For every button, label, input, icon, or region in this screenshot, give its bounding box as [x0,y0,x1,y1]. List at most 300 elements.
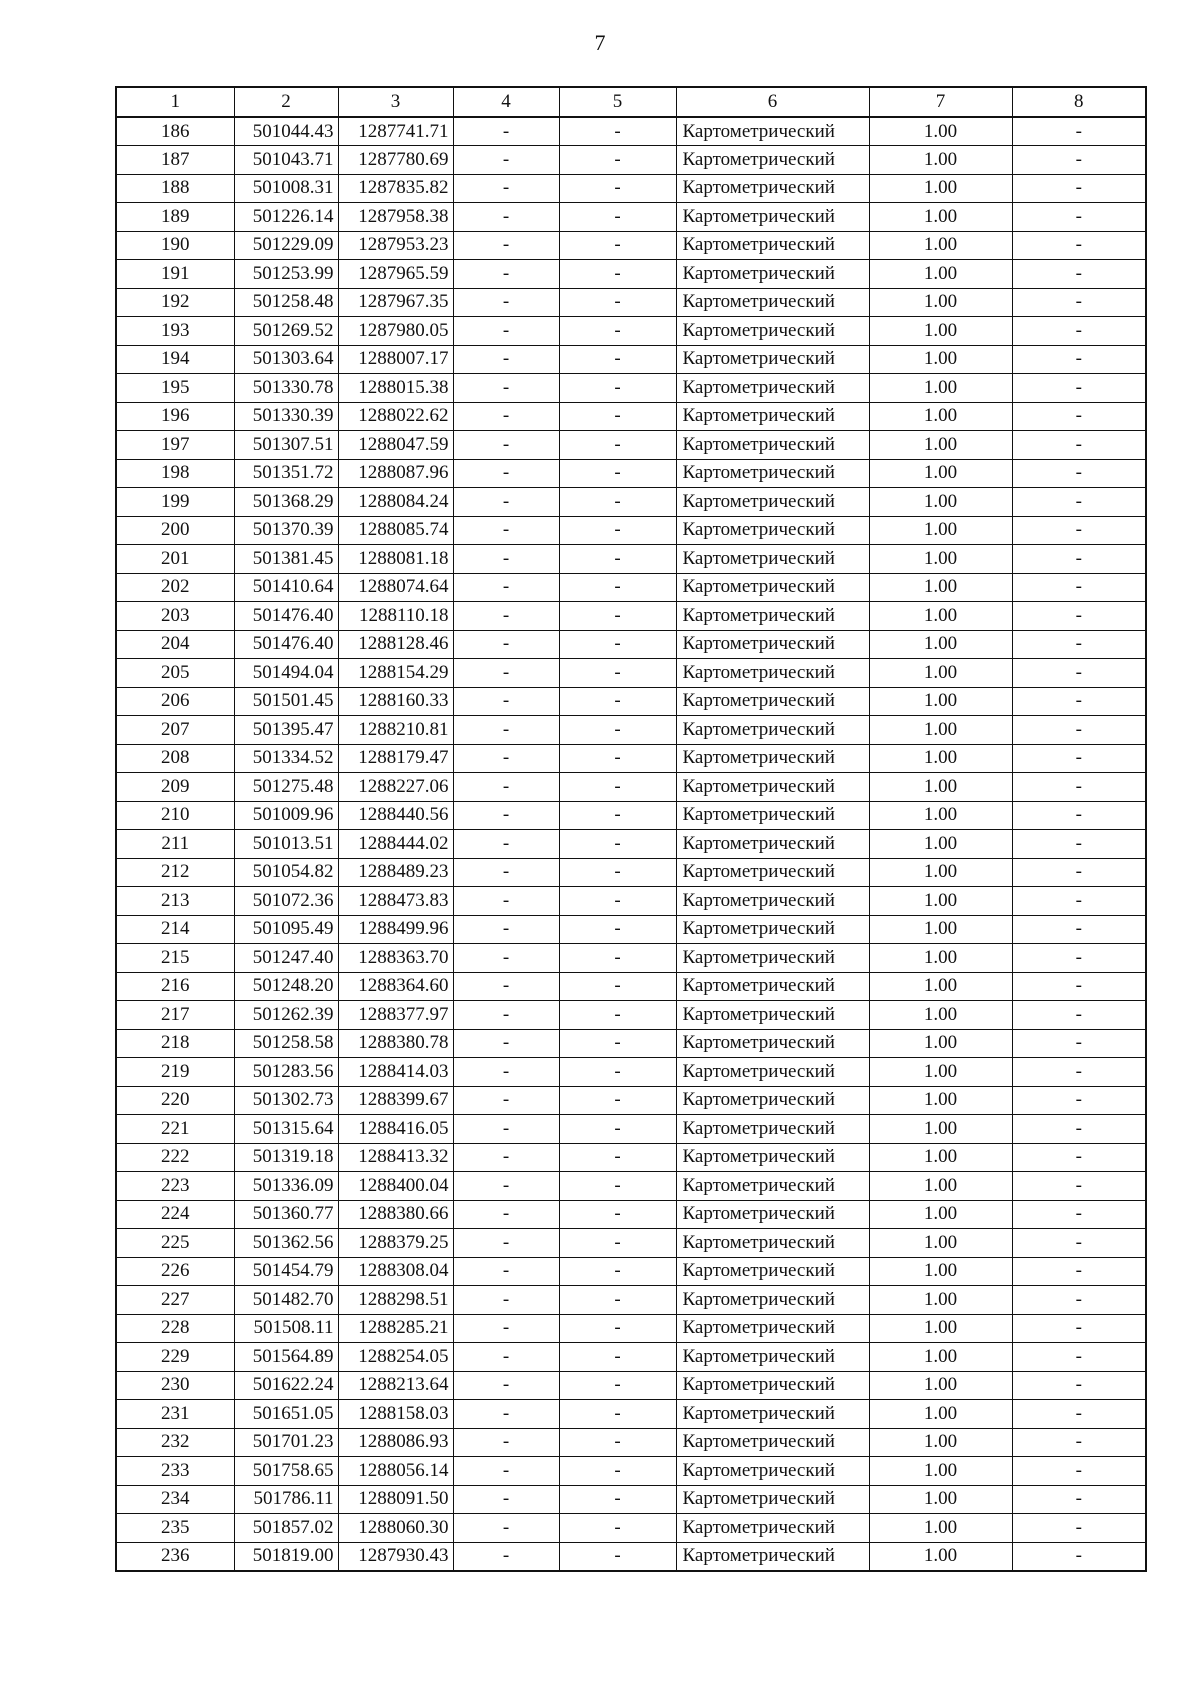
column-4-cell: - [453,260,559,289]
column-8-cell: - [1012,345,1146,374]
point-number-cell: 234 [116,1485,234,1514]
column-8-cell: - [1012,1143,1146,1172]
column-8-cell: - [1012,602,1146,631]
table-row [116,573,1146,602]
header-row [116,87,1146,117]
x-coordinate-cell: 501395.47 [234,716,338,745]
accuracy-cell: 1.00 [869,630,1012,659]
y-coordinate-cell: 1287980.05 [338,317,453,346]
method-cell: Картометрический [676,1029,869,1058]
column-4-cell: - [453,516,559,545]
column-8-cell: - [1012,1200,1146,1229]
x-coordinate-cell: 501319.18 [234,1143,338,1172]
y-coordinate-cell: 1288400.04 [338,1172,453,1201]
column-5-cell: - [559,374,676,403]
column-8-cell: - [1012,1371,1146,1400]
accuracy-cell: 1.00 [869,203,1012,232]
point-number-cell: 231 [116,1400,234,1429]
accuracy-cell: 1.00 [869,1172,1012,1201]
accuracy-cell: 1.00 [869,1029,1012,1058]
column-4-cell: - [453,459,559,488]
y-coordinate-cell: 1288285.21 [338,1314,453,1343]
column-4-cell: - [453,1229,559,1258]
coordinates-table [115,86,1147,1572]
column-4-cell: - [453,174,559,203]
table-body [116,117,1146,1571]
accuracy-cell: 1.00 [869,602,1012,631]
accuracy-cell: 1.00 [869,459,1012,488]
y-coordinate-cell: 1288086.93 [338,1428,453,1457]
point-number-cell: 221 [116,1115,234,1144]
x-coordinate-cell: 501248.20 [234,972,338,1001]
x-coordinate-cell: 501508.11 [234,1314,338,1343]
x-coordinate-cell: 501454.79 [234,1257,338,1286]
y-coordinate-cell: 1288110.18 [338,602,453,631]
column-header: 7 [869,87,1012,117]
column-8-cell: - [1012,117,1146,146]
table-row [116,659,1146,688]
accuracy-cell: 1.00 [869,972,1012,1001]
column-8-cell: - [1012,1115,1146,1144]
x-coordinate-cell: 501494.04 [234,659,338,688]
method-cell: Картометрический [676,944,869,973]
accuracy-cell: 1.00 [869,231,1012,260]
table-row [116,773,1146,802]
table-row [116,374,1146,403]
point-number-cell: 229 [116,1343,234,1372]
column-8-cell: - [1012,1457,1146,1486]
x-coordinate-cell: 501857.02 [234,1514,338,1543]
method-cell: Картометрический [676,1143,869,1172]
y-coordinate-cell: 1288084.24 [338,488,453,517]
accuracy-cell: 1.00 [869,830,1012,859]
method-cell: Картометрический [676,459,869,488]
accuracy-cell: 1.00 [869,1200,1012,1229]
x-coordinate-cell: 501362.56 [234,1229,338,1258]
y-coordinate-cell: 1288047.59 [338,431,453,460]
point-number-cell: 192 [116,288,234,317]
method-cell: Картометрический [676,1257,869,1286]
column-5-cell: - [559,573,676,602]
method-cell: Картометрический [676,602,869,631]
table-row [116,516,1146,545]
x-coordinate-cell: 501043.71 [234,146,338,175]
point-number-cell: 217 [116,1001,234,1030]
x-coordinate-cell: 501651.05 [234,1400,338,1429]
column-4-cell: - [453,1115,559,1144]
y-coordinate-cell: 1288091.50 [338,1485,453,1514]
column-5-cell: - [559,972,676,1001]
column-header: 1 [116,87,234,117]
x-coordinate-cell: 501758.65 [234,1457,338,1486]
y-coordinate-cell: 1288087.96 [338,459,453,488]
accuracy-cell: 1.00 [869,1257,1012,1286]
point-number-cell: 213 [116,887,234,916]
point-number-cell: 216 [116,972,234,1001]
method-cell: Картометрический [676,1371,869,1400]
x-coordinate-cell: 501303.64 [234,345,338,374]
column-4-cell: - [453,972,559,1001]
method-cell: Картометрический [676,1058,869,1087]
column-5-cell: - [559,117,676,146]
x-coordinate-cell: 501786.11 [234,1485,338,1514]
point-number-cell: 206 [116,687,234,716]
x-coordinate-cell: 501253.99 [234,260,338,289]
point-number-cell: 230 [116,1371,234,1400]
table-row [116,687,1146,716]
column-8-cell: - [1012,488,1146,517]
table-row [116,1286,1146,1315]
y-coordinate-cell: 1287958.38 [338,203,453,232]
x-coordinate-cell: 501229.09 [234,231,338,260]
accuracy-cell: 1.00 [869,801,1012,830]
column-4-cell: - [453,687,559,716]
x-coordinate-cell: 501258.58 [234,1029,338,1058]
table-row [116,1514,1146,1543]
x-coordinate-cell: 501307.51 [234,431,338,460]
column-4-cell: - [453,203,559,232]
y-coordinate-cell: 1288060.30 [338,1514,453,1543]
column-8-cell: - [1012,317,1146,346]
column-5-cell: - [559,1343,676,1372]
accuracy-cell: 1.00 [869,1058,1012,1087]
table-row [116,203,1146,232]
table-row [116,602,1146,631]
method-cell: Картометрический [676,887,869,916]
column-8-cell: - [1012,687,1146,716]
column-5-cell: - [559,915,676,944]
y-coordinate-cell: 1288298.51 [338,1286,453,1315]
column-4-cell: - [453,1314,559,1343]
method-cell: Картометрический [676,402,869,431]
method-cell: Картометрический [676,1286,869,1315]
point-number-cell: 188 [116,174,234,203]
method-cell: Картометрический [676,1400,869,1429]
method-cell: Картометрический [676,260,869,289]
point-number-cell: 220 [116,1086,234,1115]
y-coordinate-cell: 1287835.82 [338,174,453,203]
column-5-cell: - [559,659,676,688]
accuracy-cell: 1.00 [869,573,1012,602]
method-cell: Картометрический [676,203,869,232]
x-coordinate-cell: 501247.40 [234,944,338,973]
accuracy-cell: 1.00 [869,374,1012,403]
method-cell: Картометрический [676,431,869,460]
column-5-cell: - [559,1314,676,1343]
table-row [116,801,1146,830]
method-cell: Картометрический [676,830,869,859]
column-8-cell: - [1012,1286,1146,1315]
column-8-cell: - [1012,1428,1146,1457]
method-cell: Картометрический [676,630,869,659]
x-coordinate-cell: 501054.82 [234,858,338,887]
column-header: 4 [453,87,559,117]
point-number-cell: 200 [116,516,234,545]
y-coordinate-cell: 1288440.56 [338,801,453,830]
x-coordinate-cell: 501334.52 [234,744,338,773]
method-cell: Картометрический [676,1115,869,1144]
y-coordinate-cell: 1288254.05 [338,1343,453,1372]
accuracy-cell: 1.00 [869,915,1012,944]
column-5-cell: - [559,516,676,545]
y-coordinate-cell: 1287741.71 [338,117,453,146]
accuracy-cell: 1.00 [869,1001,1012,1030]
point-number-cell: 227 [116,1286,234,1315]
point-number-cell: 193 [116,317,234,346]
table-row [116,1457,1146,1486]
column-4-cell: - [453,716,559,745]
table-row [116,887,1146,916]
column-5-cell: - [559,231,676,260]
column-5-cell: - [559,402,676,431]
y-coordinate-cell: 1288022.62 [338,402,453,431]
accuracy-cell: 1.00 [869,1428,1012,1457]
column-5-cell: - [559,858,676,887]
method-cell: Картометрический [676,146,869,175]
point-number-cell: 226 [116,1257,234,1286]
table-row [116,1200,1146,1229]
column-4-cell: - [453,1343,559,1372]
column-8-cell: - [1012,545,1146,574]
x-coordinate-cell: 501262.39 [234,1001,338,1030]
point-number-cell: 203 [116,602,234,631]
accuracy-cell: 1.00 [869,773,1012,802]
column-4-cell: - [453,146,559,175]
point-number-cell: 215 [116,944,234,973]
method-cell: Картометрический [676,716,869,745]
table-row [116,431,1146,460]
column-8-cell: - [1012,915,1146,944]
point-number-cell: 191 [116,260,234,289]
column-4-cell: - [453,744,559,773]
table-row [116,1428,1146,1457]
accuracy-cell: 1.00 [869,1457,1012,1486]
column-8-cell: - [1012,431,1146,460]
column-4-cell: - [453,431,559,460]
column-5-cell: - [559,887,676,916]
column-4-cell: - [453,1371,559,1400]
method-cell: Картометрический [676,1428,869,1457]
column-8-cell: - [1012,716,1146,745]
column-4-cell: - [453,374,559,403]
point-number-cell: 232 [116,1428,234,1457]
column-8-cell: - [1012,1001,1146,1030]
column-8-cell: - [1012,174,1146,203]
accuracy-cell: 1.00 [869,288,1012,317]
column-5-cell: - [559,431,676,460]
column-4-cell: - [453,1001,559,1030]
column-5-cell: - [559,1143,676,1172]
point-number-cell: 224 [116,1200,234,1229]
column-8-cell: - [1012,1172,1146,1201]
method-cell: Картометрический [676,1457,869,1486]
column-8-cell: - [1012,944,1146,973]
column-8-cell: - [1012,801,1146,830]
column-5-cell: - [559,1001,676,1030]
accuracy-cell: 1.00 [869,402,1012,431]
method-cell: Картометрический [676,545,869,574]
accuracy-cell: 1.00 [869,516,1012,545]
column-5-cell: - [559,1115,676,1144]
x-coordinate-cell: 501072.36 [234,887,338,916]
column-5-cell: - [559,203,676,232]
x-coordinate-cell: 501360.77 [234,1200,338,1229]
column-5-cell: - [559,1485,676,1514]
y-coordinate-cell: 1288308.04 [338,1257,453,1286]
column-5-cell: - [559,174,676,203]
column-8-cell: - [1012,573,1146,602]
accuracy-cell: 1.00 [869,858,1012,887]
table-row [116,915,1146,944]
column-4-cell: - [453,1514,559,1543]
point-number-cell: 210 [116,801,234,830]
y-coordinate-cell: 1288414.03 [338,1058,453,1087]
accuracy-cell: 1.00 [869,431,1012,460]
column-8-cell: - [1012,146,1146,175]
point-number-cell: 236 [116,1542,234,1571]
table-row [116,1485,1146,1514]
method-cell: Картометрический [676,1514,869,1543]
point-number-cell: 218 [116,1029,234,1058]
x-coordinate-cell: 501330.39 [234,402,338,431]
column-4-cell: - [453,830,559,859]
y-coordinate-cell: 1288085.74 [338,516,453,545]
column-8-cell: - [1012,1400,1146,1429]
column-5-cell: - [559,716,676,745]
column-4-cell: - [453,1485,559,1514]
point-number-cell: 187 [116,146,234,175]
accuracy-cell: 1.00 [869,1115,1012,1144]
x-coordinate-cell: 501482.70 [234,1286,338,1315]
column-4-cell: - [453,602,559,631]
x-coordinate-cell: 501410.64 [234,573,338,602]
accuracy-cell: 1.00 [869,716,1012,745]
x-coordinate-cell: 501044.43 [234,117,338,146]
method-cell: Картометрический [676,1229,869,1258]
column-5-cell: - [559,1086,676,1115]
x-coordinate-cell: 501476.40 [234,630,338,659]
method-cell: Картометрический [676,516,869,545]
accuracy-cell: 1.00 [869,659,1012,688]
column-5-cell: - [559,830,676,859]
column-5-cell: - [559,1200,676,1229]
table-row [116,1257,1146,1286]
y-coordinate-cell: 1288158.03 [338,1400,453,1429]
column-4-cell: - [453,345,559,374]
column-5-cell: - [559,1257,676,1286]
column-4-cell: - [453,1400,559,1429]
accuracy-cell: 1.00 [869,1485,1012,1514]
y-coordinate-cell: 1288227.06 [338,773,453,802]
column-4-cell: - [453,231,559,260]
column-5-cell: - [559,545,676,574]
method-cell: Картометрический [676,174,869,203]
method-cell: Картометрический [676,687,869,716]
accuracy-cell: 1.00 [869,1514,1012,1543]
accuracy-cell: 1.00 [869,1286,1012,1315]
method-cell: Картометрический [676,744,869,773]
y-coordinate-cell: 1288128.46 [338,630,453,659]
method-cell: Картометрический [676,345,869,374]
accuracy-cell: 1.00 [869,1086,1012,1115]
method-cell: Картометрический [676,117,869,146]
table-row [116,744,1146,773]
accuracy-cell: 1.00 [869,488,1012,517]
table-row [116,858,1146,887]
column-5-cell: - [559,345,676,374]
method-cell: Картометрический [676,1172,869,1201]
y-coordinate-cell: 1288380.66 [338,1200,453,1229]
table-row [116,1542,1146,1571]
column-header: 6 [676,87,869,117]
table-row [116,630,1146,659]
column-8-cell: - [1012,1257,1146,1286]
point-number-cell: 228 [116,1314,234,1343]
point-number-cell: 196 [116,402,234,431]
method-cell: Картометрический [676,488,869,517]
point-number-cell: 186 [116,117,234,146]
column-5-cell: - [559,1428,676,1457]
table-row [116,231,1146,260]
y-coordinate-cell: 1288416.05 [338,1115,453,1144]
column-4-cell: - [453,1172,559,1201]
x-coordinate-cell: 501095.49 [234,915,338,944]
table-row [116,1314,1146,1343]
column-8-cell: - [1012,459,1146,488]
method-cell: Картометрический [676,1485,869,1514]
point-number-cell: 212 [116,858,234,887]
accuracy-cell: 1.00 [869,944,1012,973]
x-coordinate-cell: 501269.52 [234,317,338,346]
column-8-cell: - [1012,402,1146,431]
column-4-cell: - [453,1286,559,1315]
accuracy-cell: 1.00 [869,887,1012,916]
y-coordinate-cell: 1288399.67 [338,1086,453,1115]
column-5-cell: - [559,1286,676,1315]
method-cell: Картометрический [676,374,869,403]
method-cell: Картометрический [676,915,869,944]
table-row [116,260,1146,289]
table-row [116,716,1146,745]
x-coordinate-cell: 501368.29 [234,488,338,517]
table-row [116,830,1146,859]
x-coordinate-cell: 501351.72 [234,459,338,488]
accuracy-cell: 1.00 [869,1229,1012,1258]
column-5-cell: - [559,260,676,289]
column-4-cell: - [453,1200,559,1229]
point-number-cell: 223 [116,1172,234,1201]
column-4-cell: - [453,117,559,146]
point-number-cell: 225 [116,1229,234,1258]
column-5-cell: - [559,1457,676,1486]
y-coordinate-cell: 1287967.35 [338,288,453,317]
point-number-cell: 189 [116,203,234,232]
x-coordinate-cell: 501701.23 [234,1428,338,1457]
x-coordinate-cell: 501013.51 [234,830,338,859]
table-row [116,1400,1146,1429]
column-5-cell: - [559,146,676,175]
column-8-cell: - [1012,231,1146,260]
table-header [116,87,1146,117]
y-coordinate-cell: 1287953.23 [338,231,453,260]
x-coordinate-cell: 501819.00 [234,1542,338,1571]
column-4-cell: - [453,1029,559,1058]
column-8-cell: - [1012,659,1146,688]
x-coordinate-cell: 501381.45 [234,545,338,574]
column-8-cell: - [1012,630,1146,659]
x-coordinate-cell: 501622.24 [234,1371,338,1400]
table-row [116,1343,1146,1372]
